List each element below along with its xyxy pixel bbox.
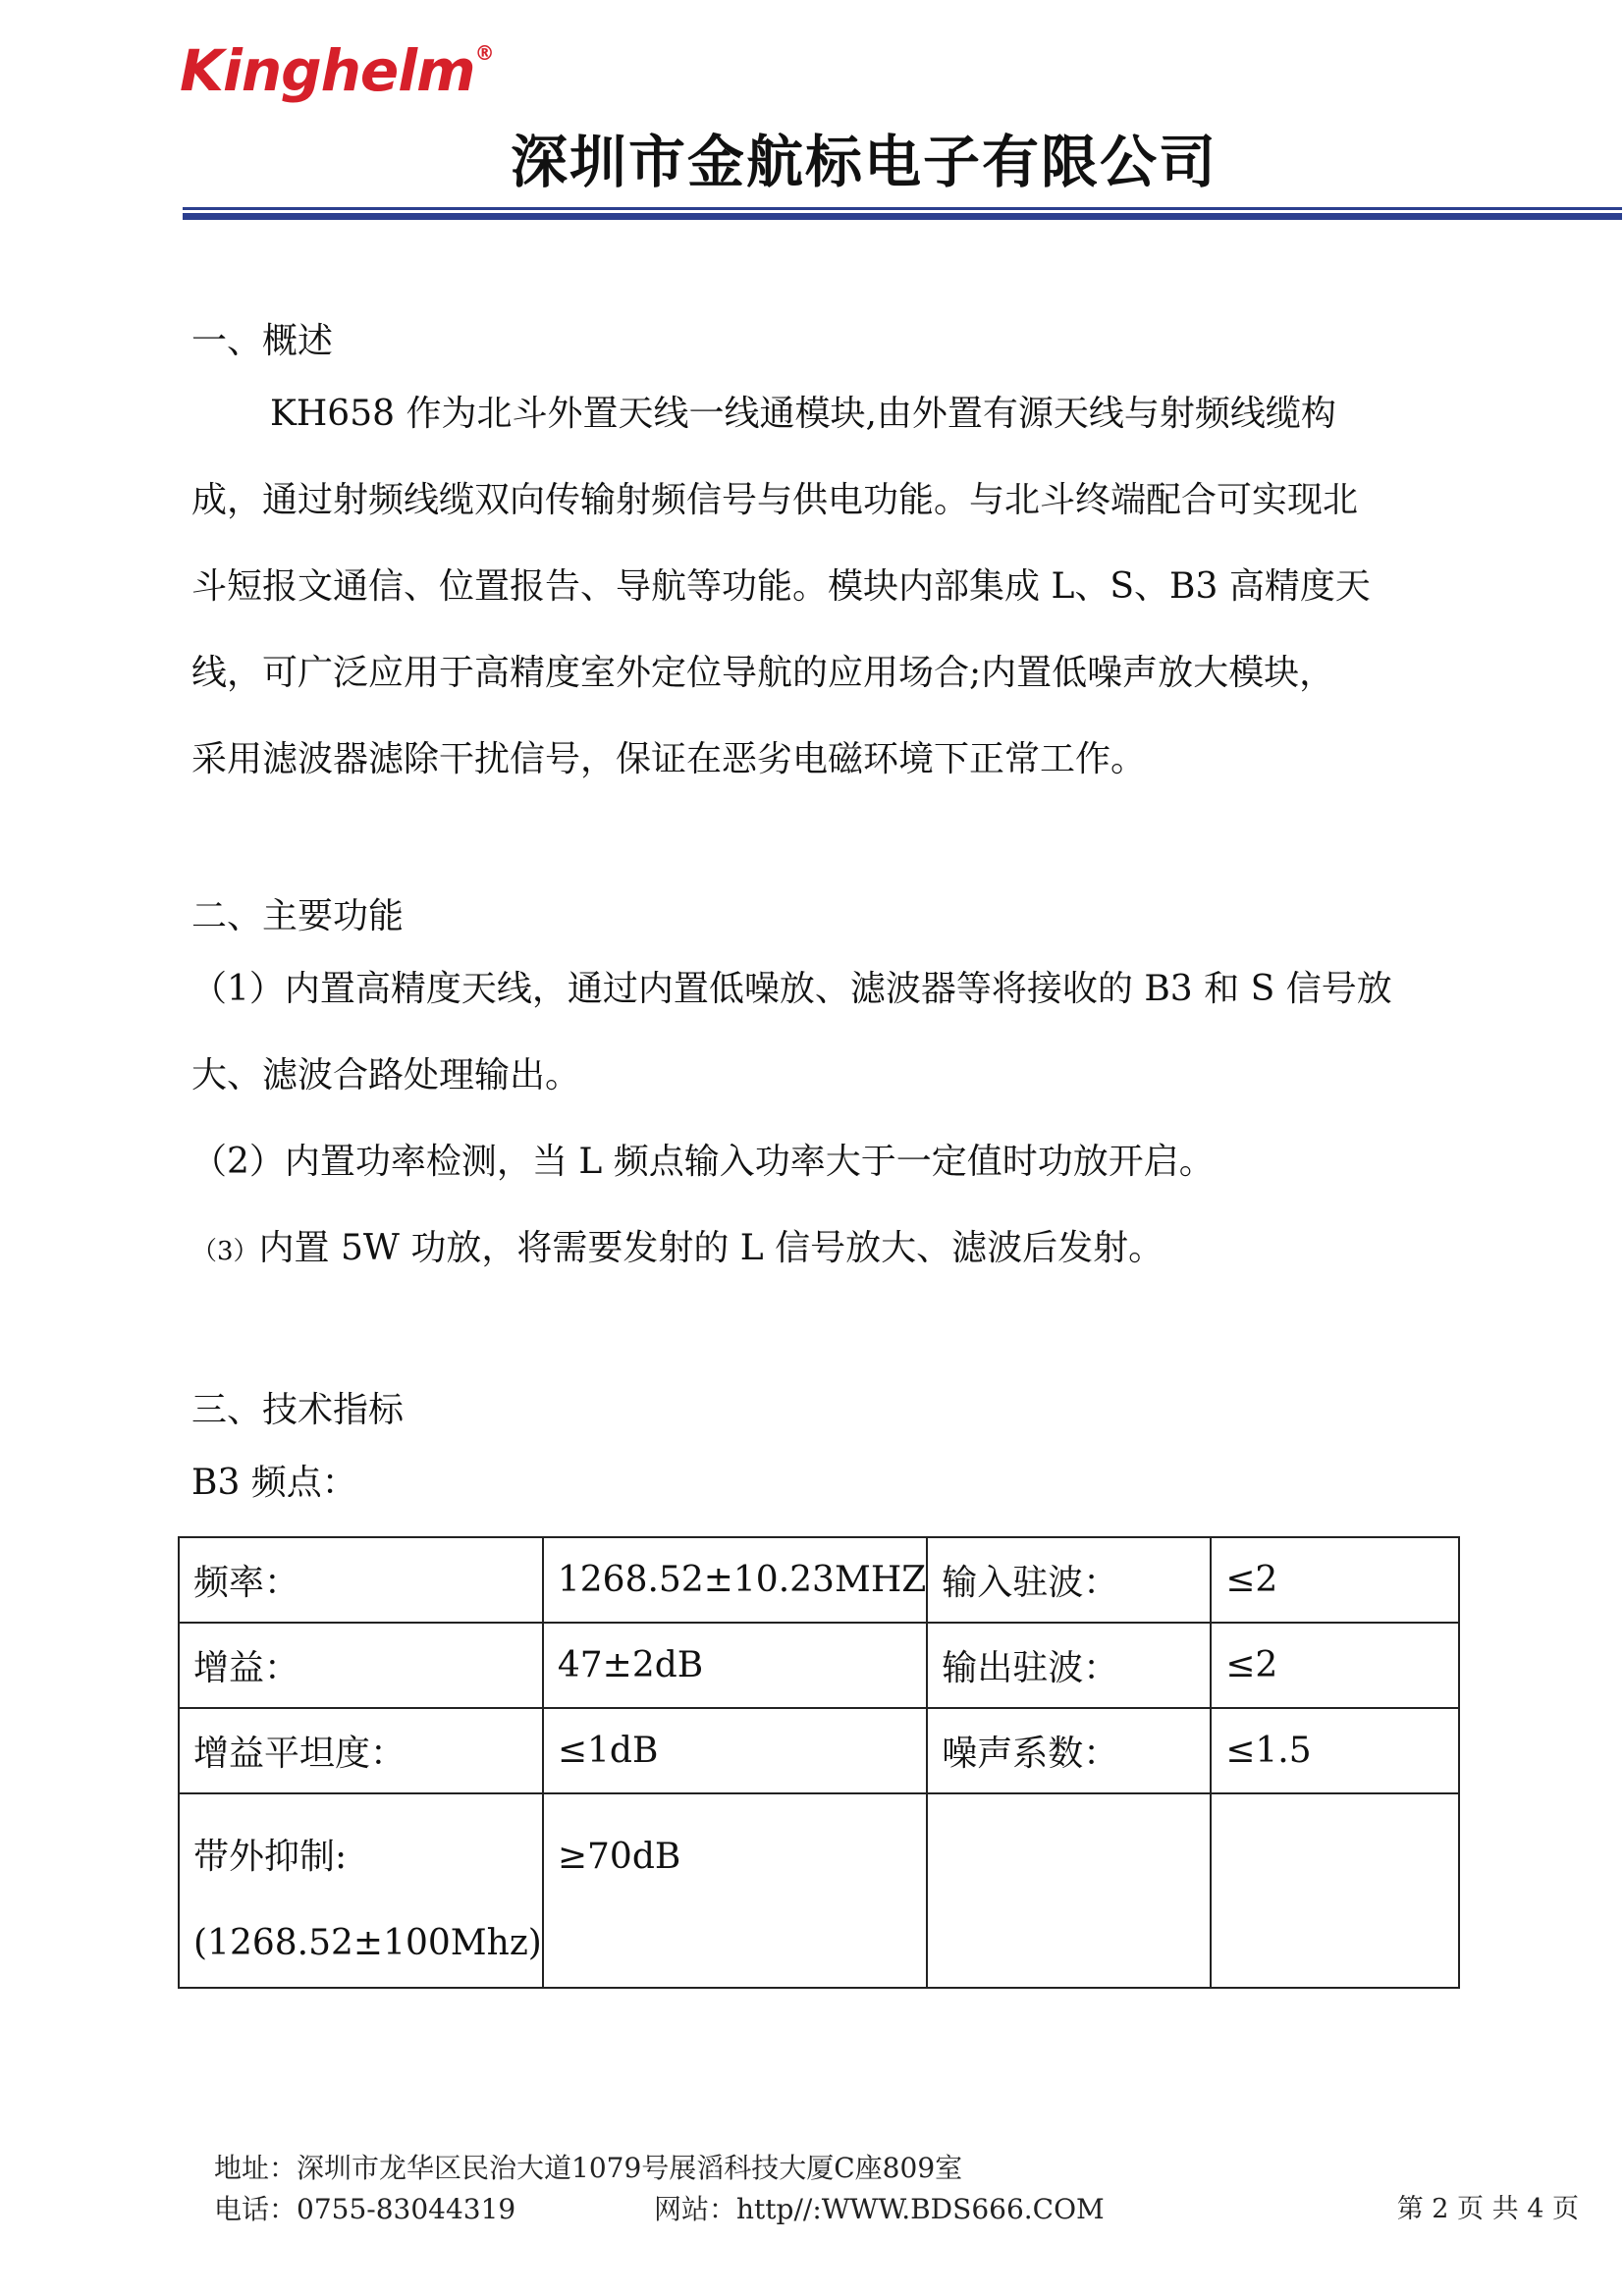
section-functions-title: 二、主要功能 bbox=[191, 896, 405, 936]
spec-table bbox=[178, 1536, 1460, 1989]
function-item-1-line-1: （1）内置高精度天线，通过内置低噪放、滤波器等将接收的 B3 和 S 信号放 bbox=[191, 969, 1392, 1009]
specs-subtitle: B3 频点： bbox=[191, 1463, 357, 1503]
spec-label: 增益平坦度： bbox=[179, 1708, 543, 1793]
spec-value: 47±2dB bbox=[543, 1623, 927, 1708]
spec-value: ≤2 bbox=[1211, 1537, 1459, 1623]
function-item-3-marker: （3） bbox=[191, 1237, 259, 1266]
spec-label bbox=[179, 1793, 543, 1988]
header-rule-thick bbox=[183, 213, 1622, 220]
overview-line-4: 线，可广泛应用于高精度室外定位导航的应用场合;内置低噪声放大模块， bbox=[191, 653, 1335, 693]
section-specs-title: 三、技术指标 bbox=[191, 1390, 405, 1430]
company-name: 深圳市金航标电子有限公司 bbox=[510, 129, 1218, 195]
footer-contact-line bbox=[214, 2189, 1589, 2230]
spec-value: ≤1dB bbox=[543, 1708, 927, 1793]
table-row bbox=[179, 1708, 1459, 1793]
table-row bbox=[179, 1623, 1459, 1708]
footer-website: 网站：http//:WWW.BDS666.COM bbox=[654, 2193, 1105, 2225]
spec-value: 1268.52±10.23MHZ bbox=[543, 1537, 927, 1623]
company-logo bbox=[180, 37, 494, 104]
registered-mark: ® bbox=[474, 41, 494, 65]
document-body bbox=[191, 312, 1458, 1989]
spec-label: 输入驻波： bbox=[927, 1537, 1211, 1623]
spec-value-text: ≥70dB bbox=[557, 1837, 681, 1877]
spec-value: ≤1.5 bbox=[1211, 1708, 1459, 1793]
header-rule-thin bbox=[183, 207, 1622, 210]
table-row bbox=[179, 1793, 1459, 1988]
spec-label: 增益： bbox=[179, 1623, 543, 1708]
overview-line-5: 采用滤波器滤除干扰信号，保证在恶劣电磁环境下正常工作。 bbox=[191, 739, 1147, 779]
logo-text: Kinghelm bbox=[180, 37, 475, 104]
section-overview-title: 一、概述 bbox=[191, 321, 334, 361]
table-row bbox=[179, 1537, 1459, 1623]
empty-cell bbox=[1211, 1793, 1459, 1988]
spec-value bbox=[543, 1793, 927, 1988]
overview-line-3: 斗短报文通信、位置报告、导航等功能。模块内部集成 L、S、B3 高精度天 bbox=[191, 566, 1371, 607]
spec-label: 频率： bbox=[179, 1537, 543, 1623]
function-item-3 bbox=[191, 1205, 1458, 1295]
page-number: 第 2 页 共 4 页 bbox=[1396, 2194, 1579, 2224]
spacer bbox=[191, 1295, 1458, 1381]
spacer bbox=[191, 803, 1458, 887]
spec-value: ≤2 bbox=[1211, 1623, 1459, 1708]
spec-label: 输出驻波： bbox=[927, 1623, 1211, 1708]
function-item-1-line-2: 大、滤波合路处理输出。 bbox=[191, 1055, 581, 1095]
footer-phone: 电话：0755-83044319 bbox=[214, 2193, 516, 2225]
empty-cell bbox=[927, 1793, 1211, 1988]
overview-line-1: KH658 作为北斗外置天线一线通模块,由外置有源天线与射频线缆构 bbox=[270, 394, 1336, 434]
overview-line-2: 成，通过射频线缆双向传输射频信号与供电功能。与北斗终端配合可实现北 bbox=[191, 480, 1359, 520]
function-item-3-text: 内置 5W 功放，将需要发射的 L 信号放大、滤波后发射。 bbox=[258, 1228, 1164, 1268]
footer-address: 地址：深圳市龙华区民治大道1079号展滔科技大厦C座809室 bbox=[214, 2152, 963, 2184]
spec-label: 噪声系数： bbox=[927, 1708, 1211, 1793]
spec-label-line-2: (1268.52±100Mhz) bbox=[193, 1923, 542, 1963]
function-item-2: （2）内置功率检测，当 L 频点输入功率大于一定值时功放开启。 bbox=[191, 1142, 1215, 1182]
page-footer bbox=[214, 2148, 1589, 2230]
spec-label-line-1: 带外抑制: bbox=[193, 1837, 348, 1877]
